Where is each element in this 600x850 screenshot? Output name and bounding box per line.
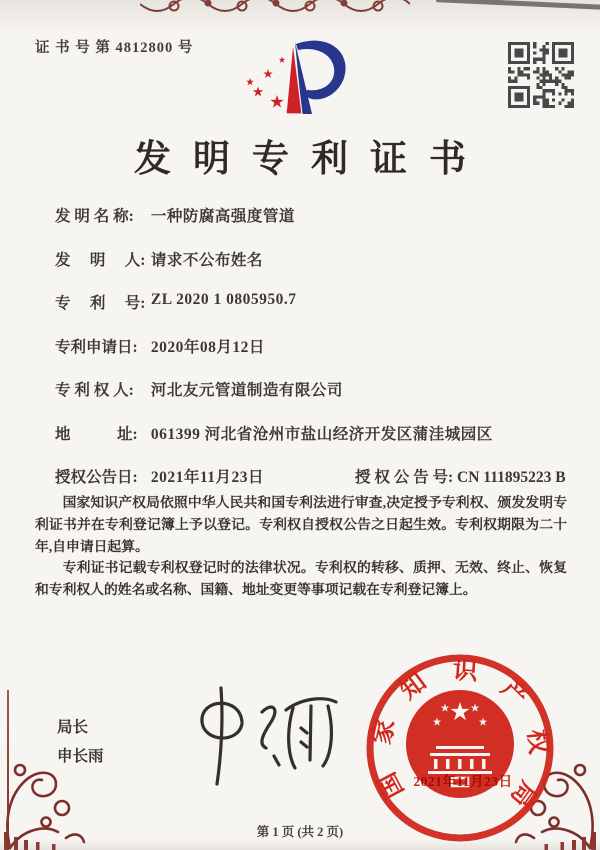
field-value: 河北友元管道制造有限公司	[150, 382, 343, 399]
field-list	[55, 204, 570, 509]
seal-date-stamp: 2021年11月23日	[413, 774, 513, 789]
field-application-date	[55, 335, 570, 361]
handwritten-signature	[150, 680, 345, 795]
field-inventor	[55, 248, 570, 274]
field-value: 2020年08月12日	[150, 338, 265, 356]
left-border-line	[7, 690, 9, 850]
field-patent-number	[55, 291, 570, 317]
bottom-left-ornament	[0, 752, 91, 850]
field-address	[55, 422, 570, 448]
legal-text	[35, 492, 567, 601]
field-invention-name	[55, 204, 570, 230]
legal-paragraph-1: 国家知识产权局依照中华人民共和国专利法进行审查,决定授予专利权、颁发发明专利证书并在专利登记簿上予以登记。专利权自授权公告之日起生效。专利权期限为二十年,自申请日起算。	[35, 495, 567, 554]
field-label: 专利申请日:	[55, 338, 138, 356]
field-value: ZL 2020 1 0805950.7	[150, 291, 297, 308]
field-value: 061399 河北省沧州市盐山经济开发区蒲洼城园区	[150, 425, 493, 443]
field-grant-date	[55, 465, 570, 491]
signer-title: 局长	[57, 719, 89, 736]
field-label: 地 址:	[55, 425, 138, 443]
field-label: 发 明 名 称:	[55, 208, 134, 225]
field-value: 一种防腐高强度管道	[150, 208, 295, 225]
field-label: 专 利 号:	[55, 295, 146, 312]
field-value: 请求不公布姓名	[150, 251, 263, 269]
signer-name: 申长雨	[57, 747, 104, 765]
field-label: 发 明 人:	[55, 251, 146, 269]
top-ornament-border	[140, 0, 410, 16]
official-seal	[360, 650, 560, 850]
field-value: 2021年11月23日	[150, 469, 265, 486]
field-label: 专 利 权 人:	[55, 382, 134, 399]
page-footer: 第 1 页 (共 2 页)	[256, 825, 344, 839]
field-patentee	[55, 378, 570, 404]
grant-publication-number: 授 权 公 告 号: CN 111895223 B	[355, 469, 566, 486]
cnipa-logo-icon	[230, 30, 360, 135]
certificate-number: 证 书 号 第 4812800 号	[35, 40, 194, 56]
scan-edge-artifact	[436, 0, 600, 10]
seal-ring-text: 国家知识产权局	[368, 657, 552, 812]
certificate-title: 发明专利证书	[134, 139, 488, 180]
legal-paragraph-2: 专利证书记载专利权登记时的法律状况。专利权的转移、质押、无效、终止、恢复和专利权人的姓名或名称、国籍、地址变更等事项记载在专利登记簿上。	[35, 560, 567, 598]
qr-code	[508, 42, 574, 108]
field-label: 授权公告日:	[55, 469, 138, 486]
